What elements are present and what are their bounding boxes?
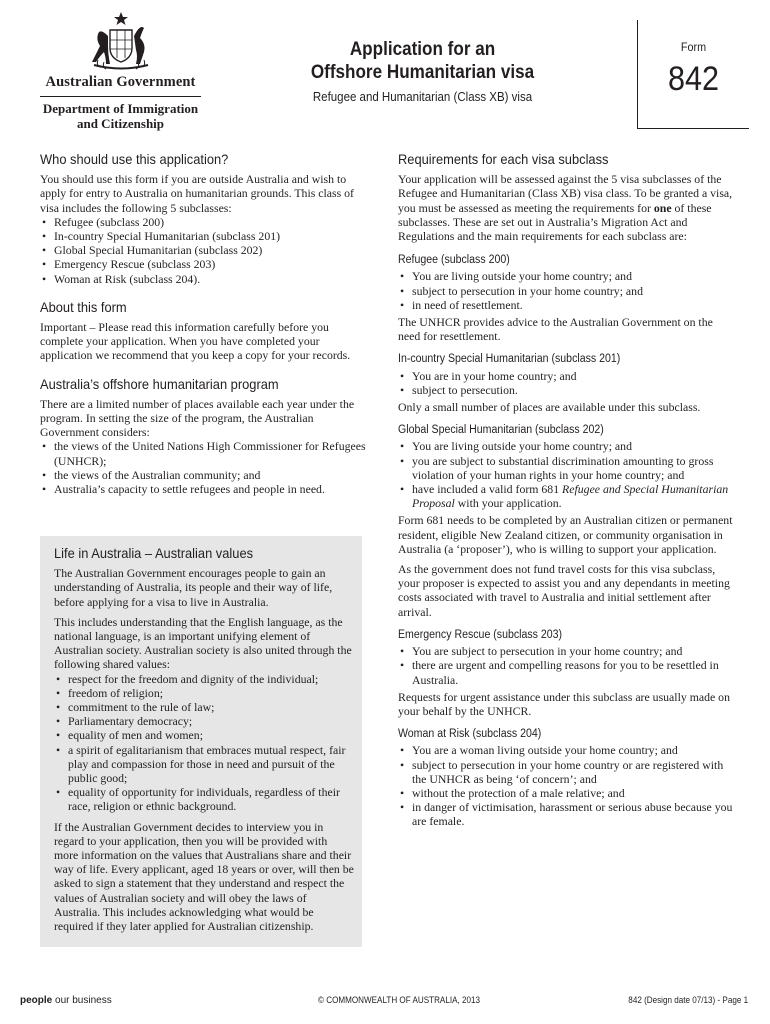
values-paragraph-2: This includes understanding that the English language, as the national language, is an important unifying element of Australian society. Australian society is also united through the following shared values:: [54, 614, 352, 672]
global-list: [398, 439, 733, 510]
requirements-heading: Requirements for each visa subclass: [398, 151, 609, 167]
global-note-2: As the government does not fund travel costs for this visa subclass, your proposer is expected to assist you and any dependants in meeting costs associated with travel to Australia and initial settlement after arrival.: [398, 562, 730, 619]
form-subtitle: Refugee and Humanitarian (Class XB) visa: [312, 90, 533, 104]
department-name-line1: Department of Immigration: [42, 101, 199, 116]
requirements-intro-emphasis: one: [653, 200, 672, 215]
footer-slogan: [20, 995, 112, 1006]
global-heading: Global Special Humanitarian (subclass 202): [398, 424, 604, 437]
form-title-line2: Offshore Humanitarian visa: [310, 62, 535, 83]
list-item: • Global Special Humanitarian (subclass 202): [40, 243, 370, 257]
form-title-line1: Application for an: [349, 39, 496, 60]
slogan-text: our business: [52, 995, 112, 1006]
list-item: • Australia’s capacity to settle refugees and people in need.: [40, 482, 370, 496]
woman-heading: Woman at Risk (subclass 204): [398, 728, 542, 741]
program-heading: Australia’s offshore humanitarian program: [40, 375, 279, 392]
department-name: [38, 101, 203, 131]
list-item-text: with your application.: [454, 496, 562, 511]
incountry-heading: In-country Special Humanitarian (subclass 201): [398, 353, 621, 366]
list-item: • You are a woman living outside your home country; and: [398, 743, 733, 757]
global-note-1: Form 681 needs to be completed by an Australian citizen or permanent resident, eligible New Zealand citizen, or community organisation in Australia (a ‘proposer’), who is willing to support your application.: [398, 513, 733, 556]
list-item: • there are urgent and compelling reasons for you to be resettled in Australia.: [398, 658, 733, 686]
list-item: • respect for the freedom and dignity of the individual;: [54, 672, 354, 686]
who-section: [40, 152, 370, 286]
refugee-note: The UNHCR provides advice to the Australian Government on the need for resettlement.: [398, 315, 713, 344]
requirements-intro-text: of these subclasses. These are set out in Australia’s Migration Act and Regulations and the main requirements for each subclass are:: [398, 200, 712, 244]
list-item: • subject to persecution in your home country or are registered with the UNHCR as being ‘of concern’; and: [398, 758, 733, 786]
program-section: [40, 377, 370, 497]
list-item: • You are subject to persecution in your home country; and: [398, 644, 733, 658]
incountry-note: Only a small number of places are available under this subclass.: [398, 400, 701, 415]
about-heading: About this form: [40, 298, 127, 315]
list-item: • in need of resettlement.: [398, 298, 733, 312]
subclass-list: [40, 215, 370, 286]
who-intro: You should use this form if you are outside Australia and wish to apply for entry to Australia on humanitarian grounds. This class of visa includes the following 5 subclasses:: [40, 172, 354, 215]
list-item: • Refugee (subclass 200): [40, 215, 370, 229]
about-text: Important – Please read this information carefully before you complete your application. When you have completed your application we recommend that you keep a copy for your records.: [40, 320, 351, 363]
woman-section: [398, 727, 733, 828]
woman-list: [398, 743, 733, 828]
list-item: • commitment to the rule of law;: [54, 700, 354, 714]
form-number-box: [637, 20, 749, 129]
slogan-bold: people: [20, 995, 53, 1006]
values-paragraph-3: If the Australian Government decides to interview you in regard to your application, then you will be provided with more information on the values that Australians share and their way of life. Every applicant, aged 18 years or over, will then be asked to sign a statement that they understand and respect the values of Australian society and will obey the laws of Australia. This includes acknowledging what would be required if they later applied for Australian citizenship.: [54, 819, 354, 934]
list-item: • in danger of victimisation, harassment or serious abuse because you are female.: [398, 800, 733, 828]
emergency-section: [398, 628, 733, 718]
government-name: Australian Government: [45, 74, 196, 90]
list-item: • Woman at Risk (subclass 204).: [40, 272, 370, 286]
list-item: [398, 482, 733, 510]
refugee-section: [398, 253, 733, 343]
requirements-intro-text: Your application will be assessed against the 5 visa subclasses of the Refugee and Humanitarian (Class XB) visa class. To be granted a visa, you must be assessed as meeting the requirements for: [398, 172, 733, 215]
program-list: [40, 439, 370, 496]
list-item: • equality of men and women;: [54, 728, 354, 742]
left-column: [40, 152, 370, 496]
requirements-intro: [398, 172, 733, 243]
emergency-note: Requests for urgent assistance under this subclass are usually made on your behalf by the UNHCR.: [398, 689, 730, 718]
list-item: • You are in your home country; and: [398, 369, 733, 383]
list-item: • the views of the United Nations High Commissioner for Refugees (UNHCR);: [40, 439, 370, 467]
list-item: • You are living outside your home country; and: [398, 439, 733, 453]
form-number: 842: [667, 60, 720, 98]
list-item: • subject to persecution.: [398, 383, 733, 397]
right-column: [398, 152, 733, 829]
list-item: • the views of the Australian community; and: [40, 468, 370, 482]
coat-of-arms-icon: [84, 10, 158, 72]
list-item-text: have included a valid form 681: [412, 482, 563, 497]
list-item: • Emergency Rescue (subclass 203): [40, 257, 370, 271]
list-item: • freedom of religion;: [54, 686, 354, 700]
list-item: • equality of opportunity for individuals, regardless of their race, religion or ethnic background.: [54, 785, 354, 813]
form-label: Form: [680, 40, 707, 54]
government-logo: [38, 10, 203, 131]
values-paragraph-1: The Australian Government encourages people to gain an understanding of Australia, its people and their way of life, before applying for a visa to live in Australia.: [54, 566, 333, 609]
values-heading: Life in Australia – Australian values: [54, 545, 254, 561]
department-name-line2: and Citizenship: [76, 116, 165, 131]
refugee-list: [398, 269, 733, 312]
list-item: • You are living outside your home country; and: [398, 269, 733, 283]
emergency-heading: Emergency Rescue (subclass 203): [398, 628, 563, 641]
list-item: • In-country Special Humanitarian (subclass 201): [40, 229, 370, 243]
list-item: • without the protection of a male relative; and: [398, 786, 733, 800]
incountry-list: [398, 369, 733, 397]
incountry-section: [398, 352, 733, 414]
list-item: • you are subject to substantial discrimination amounting to gross violation of your human rights in your home country; and: [398, 454, 733, 482]
form-681-title: Refugee and Special Humanitarian Proposal: [412, 482, 729, 511]
logo-divider: [40, 96, 201, 97]
about-section: [40, 300, 370, 363]
list-item: • subject to persecution in your home country; and: [398, 284, 733, 298]
footer-copyright: © COMMONWEALTH OF AUSTRALIA, 2013: [318, 995, 480, 1005]
australian-values-box: [40, 536, 362, 947]
refugee-heading: Refugee (subclass 200): [398, 254, 510, 267]
form-title-block: [290, 38, 555, 104]
emergency-list: [398, 644, 733, 687]
global-section: [398, 423, 733, 619]
values-list: [54, 672, 354, 814]
footer-page-info: 842 (Design date 07/13) - Page 1: [628, 995, 748, 1005]
program-intro: There are a limited number of places available each year under the program. In setting the size of the program, the Australian Government considers:: [40, 396, 355, 440]
who-heading: Who should use this application?: [40, 151, 229, 167]
list-item: • Parliamentary democracy;: [54, 714, 354, 728]
list-item: • a spirit of egalitarianism that embraces mutual respect, fair play and compassion for those in need and pursuit of the public good;: [54, 743, 354, 786]
